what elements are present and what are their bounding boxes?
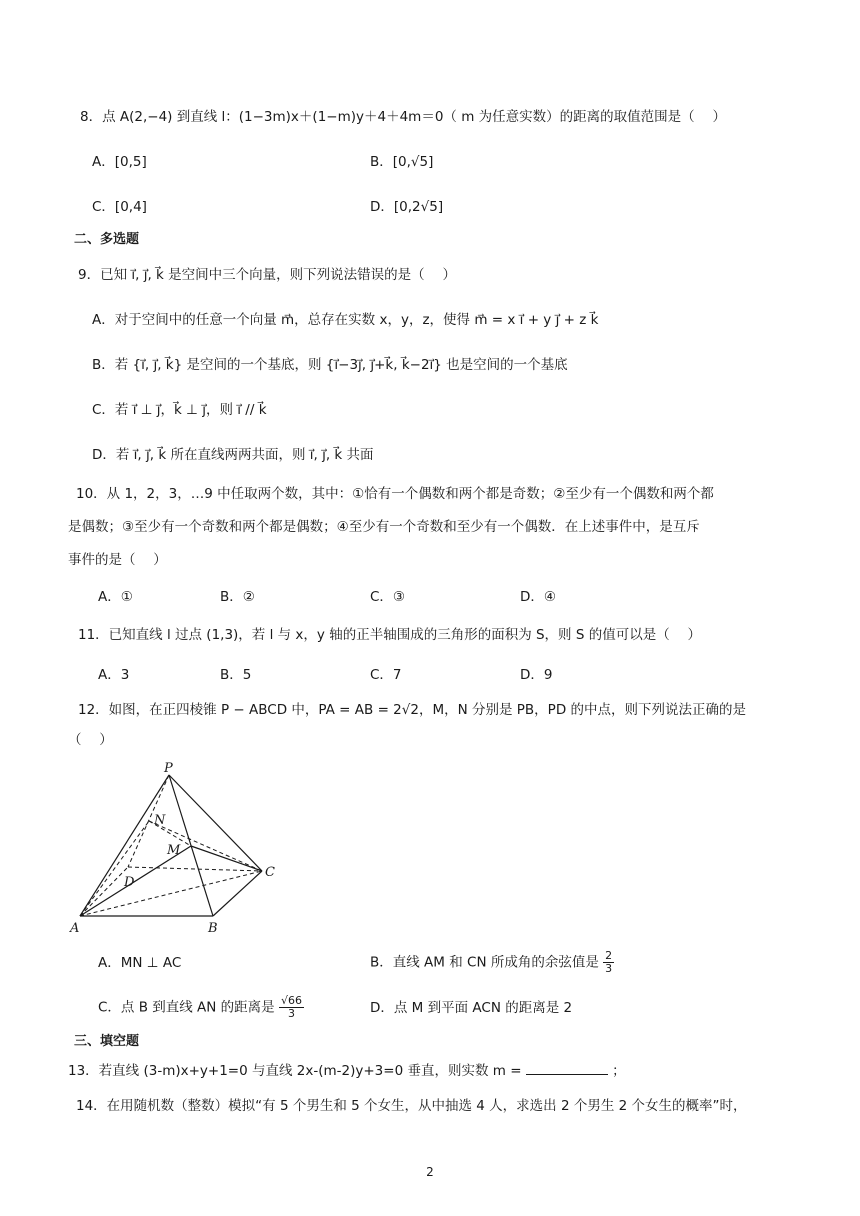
q9-option-c: C．若 i⃗ ⊥ j⃗，k⃗ ⊥ j⃗，则 i⃗ // k⃗: [92, 402, 267, 418]
q12-line-1: 12．如图，在正四棱锥 P − ABCD 中，PA = AB = 2√2，M，N 分别是 PB，PD 的中点，则下列说法正确的是: [78, 702, 747, 718]
q8-option-d: D．[0,2√5]: [370, 199, 444, 215]
label-n: N: [154, 813, 166, 828]
section-heading-multiple-choice: 二、多选题: [74, 232, 140, 247]
label-d: D: [124, 875, 135, 890]
section-heading-fill-in: 三、填空题: [74, 1034, 140, 1049]
edge-pc: [169, 775, 262, 871]
q12-option-c-denominator: 3: [287, 1007, 295, 1020]
label-p: P: [164, 761, 173, 776]
q9-stem: 9．已知 i⃗, j⃗, k⃗ 是空间中三个向量，则下列说法错误的是（ ）: [78, 267, 456, 283]
q10-option-a: A．①: [98, 589, 133, 605]
q8-option-c: C．[0,4]: [92, 199, 147, 215]
q12-option-b-text: B．直线 AM 和 CN 所成角的余弦值是: [370, 954, 599, 971]
q12-option-b-denominator: 3: [605, 962, 613, 975]
q12-option-c-numerator: √66: [280, 994, 302, 1007]
q11-stem: 11．已知直线 l 过点 (1,3)，若 l 与 x，y 轴的正半轴围成的三角形的面积为 S，则 S 的值可以是（ ）: [78, 627, 702, 643]
q13-suffix: ；: [612, 1063, 626, 1079]
q13-text: 13．若直线 (3-m)x+y+1=0 与直线 2x-(m-2)y+3=0 垂直，则实数 m =: [68, 1063, 522, 1079]
q11-option-a: A．3: [98, 667, 130, 683]
q8-option-b: B．[0,√5]: [370, 154, 434, 170]
q12-option-a: A．MN ⊥ AC: [98, 955, 182, 971]
pyramid-figure: [68, 758, 288, 938]
edge-dc: [128, 867, 262, 871]
q12-option-c: [98, 995, 304, 1020]
q10-option-b: B．②: [220, 589, 255, 605]
q11-option-c: C．7: [370, 667, 402, 683]
q11-option-d: D．9: [520, 667, 553, 683]
q8-option-a: A．[0,5]: [92, 154, 147, 170]
segment-nc: [149, 821, 262, 871]
q9-option-b: B．若 {i⃗, j⃗, k⃗} 是空间的一个基底，则 {i⃗−3j⃗, j⃗+k⃗, k⃗−2i⃗} 也是空间的一个基底: [92, 357, 568, 373]
q12-option-c-text: C．点 B 到直线 AN 的距离是: [98, 999, 275, 1016]
q8-stem: 8．点 A(2,−4) 到直线 l：(1−3m)x＋(1−m)y＋4＋4m＝0（ m 为任意实数）的距离的取值范围是（ ）: [80, 109, 726, 125]
q11-option-b: B．5: [220, 667, 252, 683]
segment-an: [80, 821, 149, 916]
q13-stem: [68, 1060, 626, 1081]
edge-ad: [80, 867, 128, 916]
edge-pa: [80, 775, 169, 916]
page-number: 2: [426, 1165, 434, 1179]
q10-line-2: 是偶数；③至少有一个奇数和两个都是偶数；④至少有一个奇数和至少有一个偶数．在上述事件中，是互斥: [68, 519, 700, 535]
q12-option-c-fraction: [279, 995, 304, 1020]
label-b: B: [208, 921, 218, 936]
q9-option-a: A．对于空间中的任意一个向量 m⃗，总存在实数 x，y，z，使得 m⃗ = x i⃗ + y j⃗ + z k⃗: [92, 312, 599, 328]
q14-line-1: 14．在用随机数（整数）模拟“有 5 个男生和 5 个女生，从中抽选 4 人，求选出 2 个男生 2 个女生的概率”时，: [76, 1098, 747, 1114]
q12-option-d: D．点 M 到平面 ACN 的距离是 2: [370, 1000, 573, 1016]
label-a: A: [70, 921, 80, 936]
q10-option-d: D．④: [520, 589, 556, 605]
label-m: M: [167, 843, 181, 858]
q12-option-b-numerator: 2: [605, 949, 613, 962]
q12-line-2: （ ）: [68, 732, 113, 748]
edge-bc: [213, 871, 262, 916]
q10-line-1: 10．从 1，2，3，…9 中任取两个数，其中：①恰有一个偶数和两个都是奇数；②至少有一个偶数和两个都: [76, 486, 714, 502]
label-c: C: [265, 865, 275, 880]
q13-answer-blank: [526, 1060, 608, 1075]
q12-option-b-fraction: [603, 950, 614, 975]
q10-line-3: 事件的是（ ）: [68, 552, 167, 568]
segment-mc: [191, 846, 262, 871]
diagonal-ac: [80, 871, 262, 916]
q9-option-d: D．若 i⃗, j⃗, k⃗ 所在直线两两共面，则 i⃗, j⃗, k⃗ 共面: [92, 447, 374, 463]
q12-option-b: [370, 950, 614, 975]
q10-option-c: C．③: [370, 589, 406, 605]
